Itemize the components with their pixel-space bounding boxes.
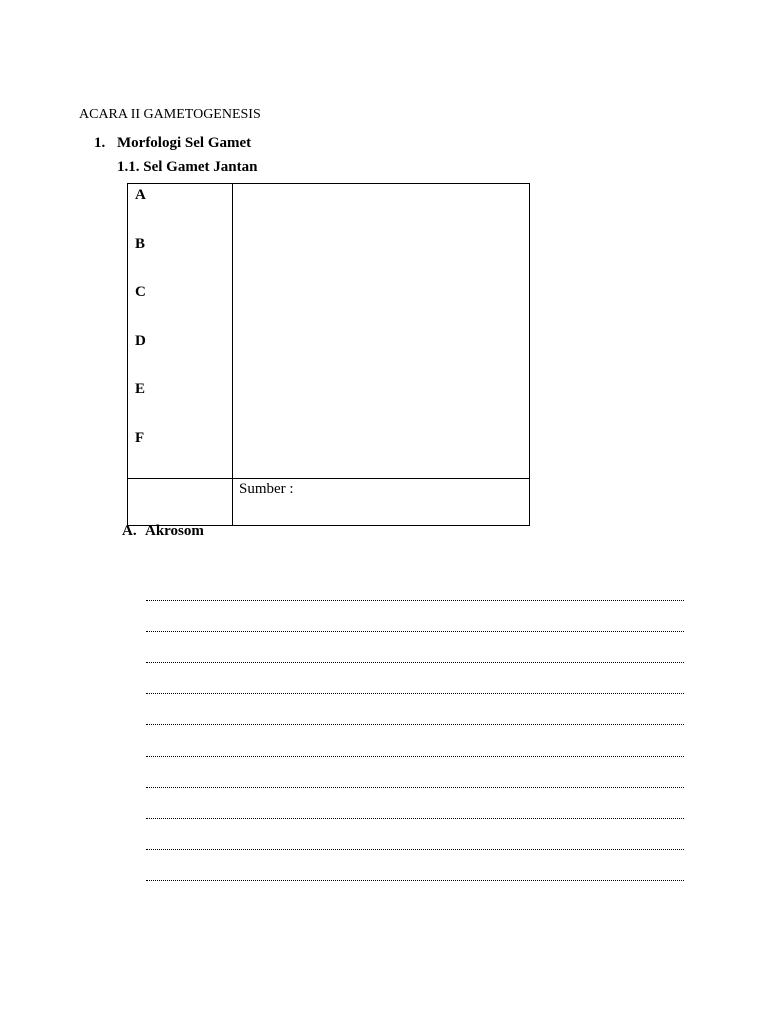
section-number: 1. [94, 135, 106, 151]
answer-line[interactable] [146, 788, 684, 819]
answer-line[interactable] [146, 694, 684, 725]
part-a-title: Akrosom [145, 523, 204, 539]
part-label: A [135, 187, 146, 203]
part-label: F [135, 429, 145, 446]
image-cell[interactable] [233, 184, 530, 479]
figure-row [128, 184, 530, 479]
answer-line[interactable] [146, 601, 684, 632]
source-cell[interactable] [233, 478, 530, 525]
label-cell [128, 184, 233, 479]
gamete-figure-table [127, 183, 530, 526]
section-title: Morfologi Sel Gamet [117, 135, 252, 151]
subsection-heading: 1.1. Sel Gamet Jantan [117, 159, 258, 175]
document-title: ACARA II GAMETOGENESIS [79, 107, 261, 122]
empty-cell [128, 478, 233, 525]
answer-line[interactable] [146, 757, 684, 788]
answer-line[interactable] [146, 725, 684, 756]
part-label: B [135, 235, 146, 252]
part-a-letter: A. [122, 523, 137, 539]
answer-line[interactable] [146, 570, 684, 601]
source-label: Sumber : [239, 480, 294, 497]
answer-lines [146, 570, 684, 881]
source-row [128, 478, 530, 525]
answer-line[interactable] [146, 632, 684, 663]
section-heading [94, 134, 251, 152]
part-label: C [135, 284, 146, 301]
part-label: E [135, 381, 146, 398]
part-label: D [135, 332, 146, 349]
answer-line[interactable] [146, 850, 684, 881]
answer-line[interactable] [146, 663, 684, 694]
part-label-list [128, 184, 232, 478]
part-a-heading [122, 522, 204, 540]
answer-line[interactable] [146, 819, 684, 850]
